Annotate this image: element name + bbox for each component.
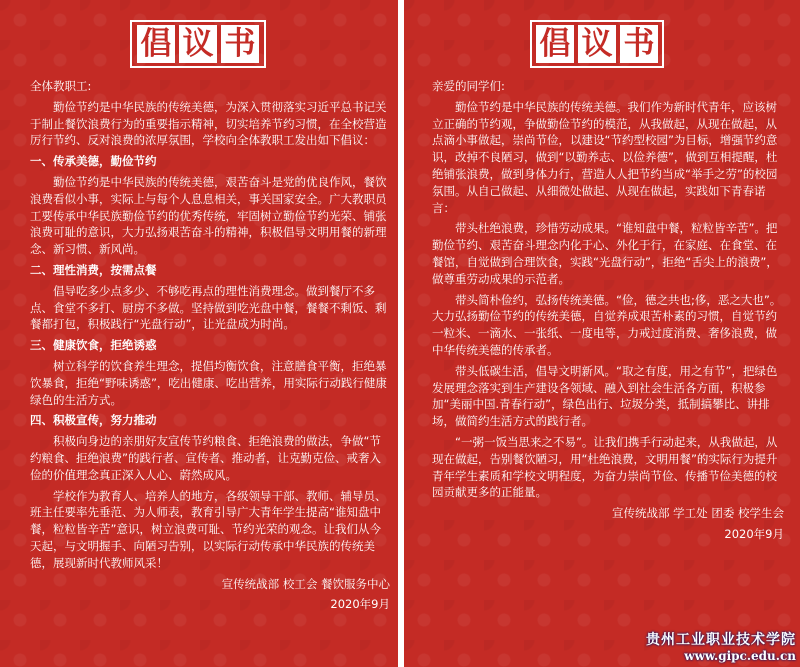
- section-heading: 四、积极宣传，努力推动: [30, 413, 157, 428]
- poster-title: [530, 20, 664, 68]
- pledge-paragraph: “一粥一饭当思来之不易”。让我们携手行动起来，从我做起，从现在做起，告别餐饮陋习，用“杜绝浪费，文明用餐”的实际行为提升青年学生素质和学校文明程度，为奋力崇尚节俭、传播节俭美德的校园贡献更多的正能量。: [432, 434, 778, 500]
- poster-body: [432, 78, 784, 547]
- title-char: 倡: [137, 25, 175, 63]
- school-watermark: [646, 629, 796, 663]
- date: 2020年9月: [724, 526, 784, 541]
- pledge-paragraph: 带头低碳生活，倡导文明新风。“取之有度，用之有节”，把绿色发展理念落实到生产建设各领域、融入到社会生活各方面，积极参加“美丽中国.青春行动”，绿色出行、垃圾分类，抵制搞攀比、讲排场，做简约生活方式的践行者。: [432, 363, 778, 429]
- signature: 宣传统战部 校工会 餐饮服务中心: [221, 576, 390, 591]
- date: 2020年9月: [330, 597, 390, 612]
- left-proposal-poster: [0, 0, 398, 667]
- watermark-name: 贵州工业职业技术学院: [646, 632, 796, 648]
- section-heading: 二、理性消费，按需点餐: [30, 262, 157, 277]
- signature: 宣传统战部 学工处 团委 校学生会: [612, 506, 784, 521]
- pledge-paragraph: 带头杜绝浪费，珍惜劳动成果。“谁知盘中餐，粒粒皆辛苦”。把勤俭节约、艰苦奋斗理念内化于心、外化于行，在家庭、在食堂、在餐馆，自觉做到合理饮食，实践“光盘行动”，拒绝“舌尖上的浪费”，做尊重劳动成果的示范者。: [432, 221, 778, 286]
- title-char: 书: [221, 25, 259, 63]
- section-paragraph: 学校作为教育人、培养人的地方，各级领导干部、教师、辅导员、班主任要率先垂范、为人师表，教育引导广大青年学生提高“谁知盘中餐，粒粒皆辛苦”意识，树立浪费可耻、节约光荣的观念。让我们从今天起，与文明握手、向陋习告别，以实际行动传承中华民族的传统美德，展现新时代教师风采！: [30, 488, 387, 570]
- intro-paragraph: 勤俭节约是中华民族的传统美德，为深入贯彻落实习近平总书记关于制止餐饮浪费行为的重要指示精神，切实培养节约习惯，在全校营造厉行节约、反对浪费的浓厚氛围，学校向全体教职工发出如下倡议：: [30, 99, 387, 148]
- poster-title: [130, 20, 266, 68]
- section-heading: 一、传承美德，勤俭节约: [30, 154, 157, 169]
- salutation: 亲爱的同学们:: [432, 79, 505, 93]
- intro-paragraph: 勤俭节约是中华民族的传统美德。我们作为新时代青年，应该树立正确的节约观，争做勤俭节约的模范，从我做起，从现在做起，从点滴小事做起，崇尚节俭，以建设“节约型校园”为目标，增强节约意识，改掉不良陋习，做到“以勤养志、以俭养德”，做到互相提醒，杜绝铺张浪费，做到身体力行，营造人人把节约当成“举手之劳”的校园氛围。从自己做起、从细微处做起、从现在做起，实践如下青春诺言：: [432, 99, 778, 215]
- section-paragraph: 勤俭节约是中华民族的传统美德，艰苦奋斗是党的优良作风，餐饮浪费看似小事，实际上与每个人息息相关，事关国家安全。广大教职员工要传承中华民族勤俭节约的优秀传统，牢固树立勤俭节约光荣、铺张浪费可耻的意识，大力弘扬艰苦奋斗的精神，积极倡导文明用餐的新理念、新习惯、新风尚。: [30, 174, 387, 257]
- salutation: 全体教职工:: [30, 79, 92, 93]
- title-char: 倡: [536, 25, 574, 63]
- title-char: 议: [578, 25, 616, 63]
- right-proposal-poster: [404, 0, 800, 667]
- section-paragraph: 倡导吃多少点多少、不够吃再点的理性消费理念。做到餐厅不多点、食堂不多打、厨房不多做。坚持做到吃光盘中餐，餐餐不剩饭、剩餐都打包，积极践行“光盘行动”，让光盘成为时尚。: [30, 283, 387, 332]
- section-heading: 三、健康饮食，拒绝诱惑: [30, 338, 157, 353]
- poster-body: [30, 78, 390, 617]
- section-paragraph: 树立科学的饮食养生理念，提倡均衡饮食，注意膳食平衡，拒绝暴饮暴食，拒绝“野味诱惑”，吃出健康、吃出营养，用实际行动践行健康绿色的生活方式。: [30, 358, 387, 407]
- section-paragraph: 积极向身边的亲朋好友宣传节约粮食、拒绝浪费的做法，争做“节约粮食、拒绝浪费”的践行者、宣传者、推动者，让克勤克俭、戒奢入俭的价值理念真正深入人心、蔚然成风。: [30, 434, 381, 482]
- watermark-url: www.gipc.edu.cn: [684, 649, 796, 663]
- title-char: 议: [179, 25, 217, 63]
- pledge-paragraph: 带头简朴俭约，弘扬传统美德。“俭，德之共也;侈，恶之大也”。大力弘扬勤俭节约的传统美德，自觉养成艰苦朴素的习惯，自觉节约一粒米、一滴水、一张纸、一度电等，力戒过度消费、奢侈浪费，做中华传统美德的传承者。: [432, 292, 782, 357]
- title-char: 书: [620, 25, 658, 63]
